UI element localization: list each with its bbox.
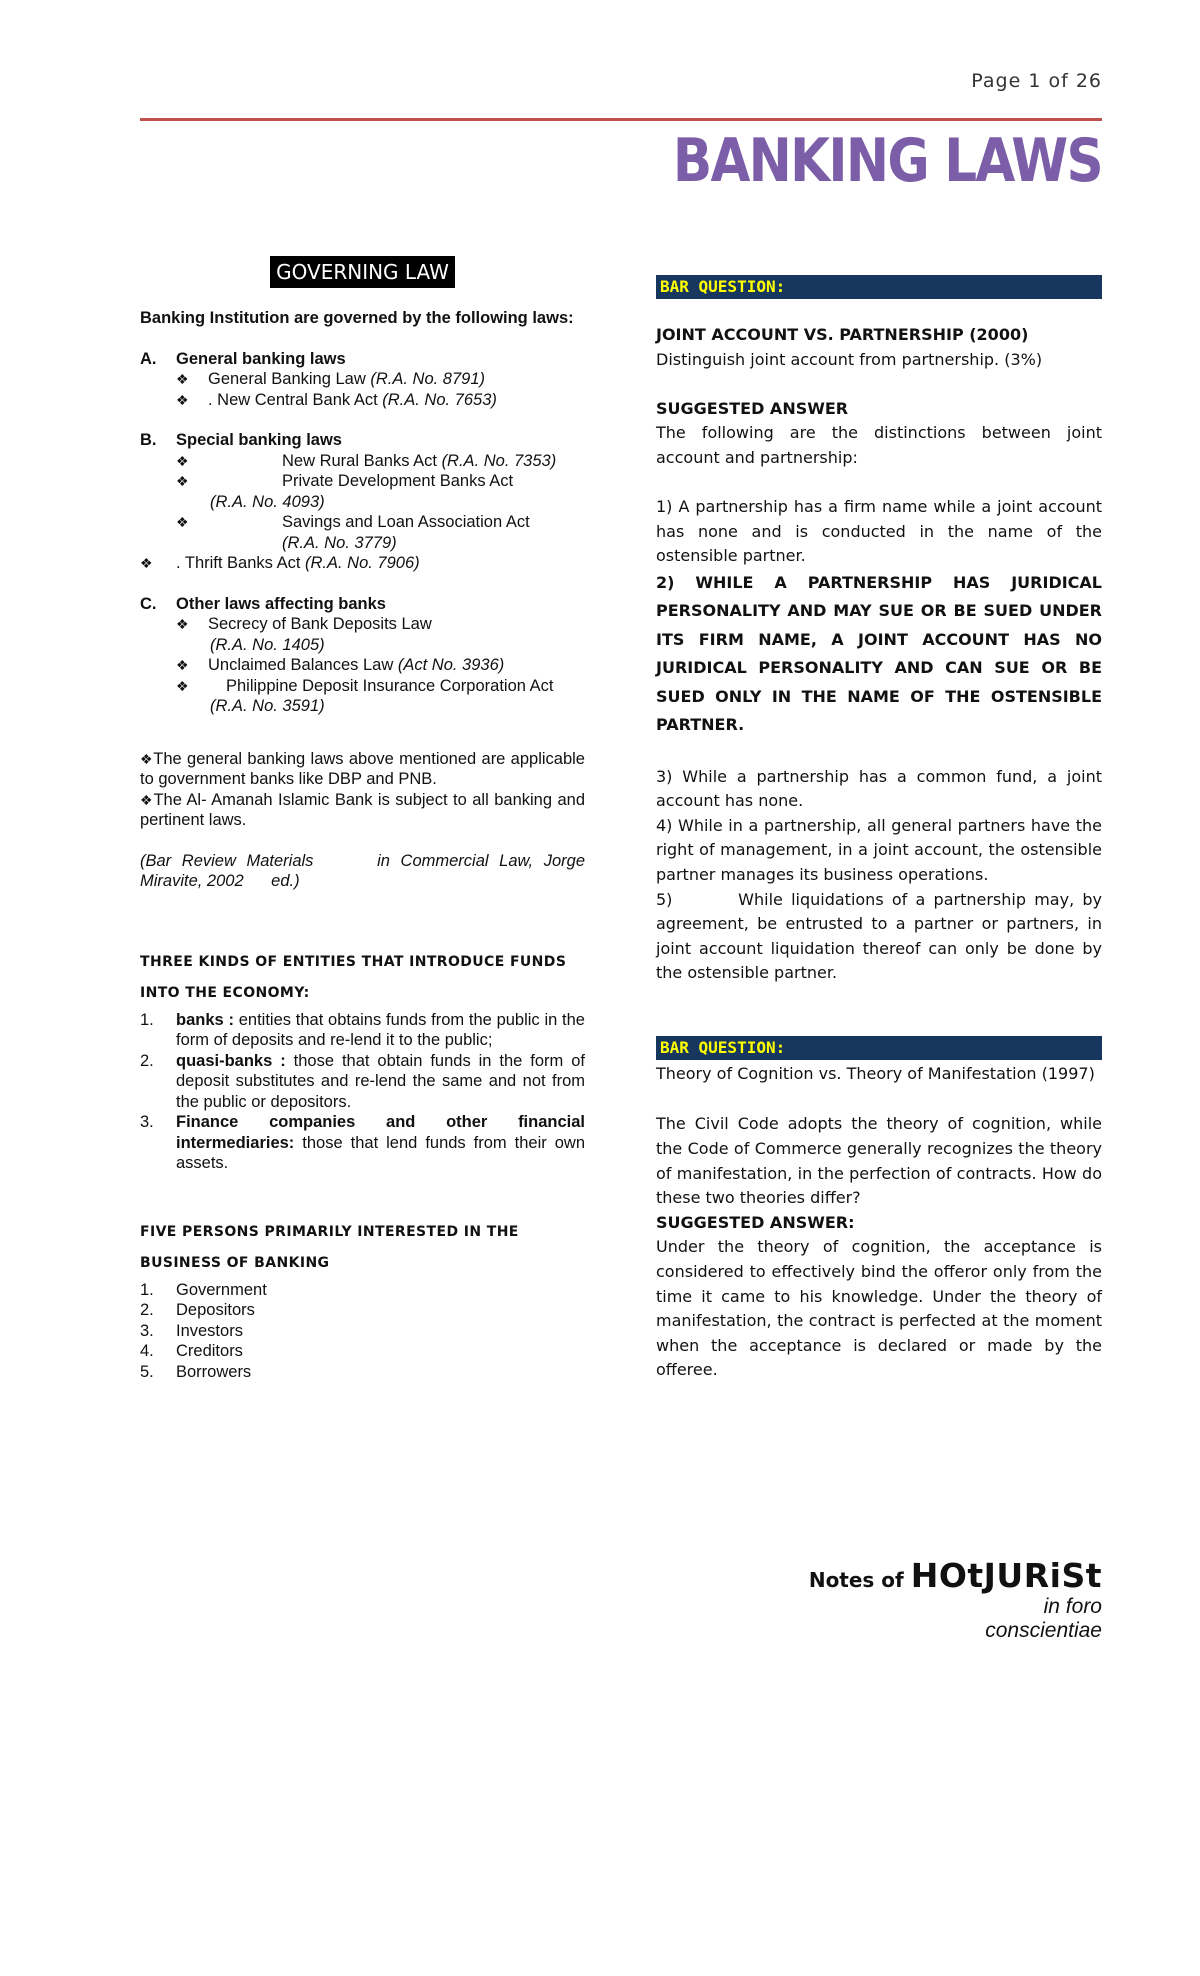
term: Finance companies and other financial intermediaries: xyxy=(176,1113,585,1152)
definition: those that obtain funds in the form of deposit substitutes and re-lend the same and not from the public or depositors. xyxy=(176,1051,585,1111)
law-name: . Thrift Banks Act xyxy=(176,554,305,572)
list-item xyxy=(140,471,585,492)
list-item: 5. Borrowers xyxy=(140,1362,252,1381)
term: banks : xyxy=(176,1010,234,1029)
section-b-heading xyxy=(140,430,585,451)
question-title: Theory of Cognition vs. Theory of Manifestation (1997) xyxy=(656,1063,1095,1083)
citation: (Bar Review Materials in Commercial Law, Jorge Miravite, 2002 ed.) xyxy=(140,851,590,890)
governing-law-heading: GOVERNING LAW xyxy=(270,256,455,288)
list-item xyxy=(140,553,585,574)
section-title: Other laws affecting banks xyxy=(176,594,386,613)
law-name: New Rural Banks Act xyxy=(282,451,442,470)
diamond-bullet-icon: ❖ xyxy=(176,452,189,469)
list-item: 3. Finance companies and other financial intermediaries: those that lend funds from their own assets. xyxy=(140,1113,585,1172)
law-ref: (R.A. No. 8791) xyxy=(370,370,485,388)
list-item: 4. Creditors xyxy=(140,1342,243,1360)
section-a-heading xyxy=(140,349,585,370)
document-title: BANKING LAWS xyxy=(672,126,1102,196)
list-item xyxy=(140,451,585,472)
definition: those that lend funds from their own assets. xyxy=(176,1133,585,1172)
five-persons-heading: FIVE PERSONS PRIMARILY INTERESTED IN THE BUSINESS OF BANKING xyxy=(140,1223,519,1271)
section-title: General banking laws xyxy=(176,349,346,368)
answer-point-emphasis: 2) WHILE A PARTNERSHIP HAS JURIDICAL PERSONALITY AND MAY SUE OR BE SUED UNDER ITS FIRM NAME, A JOINT ACCOUNT HAS NO JURIDICAL PERSONALITY AND CAN SUE OR BE SUED ONLY IN THE NAME OF THE OSTENSIBLE PARTNER. xyxy=(656,572,1102,735)
answer-point: 4) While in a partnership, all general partners have the right of management, in a joint account, the ostensible partner manages its business operations. xyxy=(656,815,1102,884)
diamond-bullet-icon: ❖ xyxy=(176,473,189,489)
list-item: 3. Investors xyxy=(140,1321,243,1340)
law-name: Unclaimed Balances Law xyxy=(208,656,398,674)
question-text: The Civil Code adopts the theory of cognition, while the Code of Commerce generally recognizes the theory of manifestation, in the perfection of contracts. How do these two theories differ? xyxy=(656,1114,1102,1208)
answer-intro: The following are the distinctions between joint account and partnership: xyxy=(656,423,1102,467)
brand-logo: Notes of HOtJURiSt xyxy=(808,1556,1102,1595)
right-column xyxy=(656,275,1108,1383)
law-name: Savings and Loan Association Act xyxy=(282,513,530,531)
motto-line: in foro xyxy=(1043,1595,1102,1618)
header-rule xyxy=(140,118,1102,121)
diamond-bullet-icon: ❖ xyxy=(176,514,189,530)
list-item xyxy=(140,369,585,390)
diamond-bullet-icon: ❖ xyxy=(176,616,189,632)
answer-point: 5) While liquidations of a partnership may, by agreement, be entrusted to a partner or partners, in joint account liquidation thereof can only be done by the ostensible partner. xyxy=(656,889,1108,983)
law-ref: (R.A. No. 4093) xyxy=(210,492,325,511)
diamond-bullet-icon: ❖ xyxy=(176,677,189,694)
law-ref: (R.A. No. 7653) xyxy=(382,390,497,409)
law-ref: (R.A. No. 7353) xyxy=(441,451,557,470)
law-name: General Banking Law xyxy=(208,370,371,388)
answer-point: 1) A partnership has a firm name while a joint account has none and is conducted in the name of the ostensible partner. xyxy=(656,497,1102,566)
note-paragraph: ❖The Al- Amanah Islamic Bank is subject to all banking and pertinent laws. xyxy=(140,790,585,829)
list-item: 2. quasi-banks : those that obtain funds in the form of deposit substitutes and re-lend the same and not from the public or depositors. xyxy=(140,1051,585,1111)
section-letter: C. xyxy=(140,594,157,613)
question-text: Distinguish joint account from partnership. (3%) xyxy=(656,349,1043,369)
note-paragraph: ❖The general banking laws above mentioned are applicable to government banks like DBP and PNB. xyxy=(140,749,585,788)
diamond-bullet-icon: ❖ xyxy=(140,555,153,571)
diamond-bullet-icon: ❖ xyxy=(176,657,189,673)
list-item xyxy=(140,390,585,411)
law-name: . New Central Bank Act xyxy=(208,390,383,409)
law-ref: (Act No. 3936) xyxy=(397,656,505,674)
answer-label: SUGGESTED ANSWER: xyxy=(656,1212,855,1232)
law-ref: (R.A. No. 3779) xyxy=(282,533,397,552)
answer-text: Under the theory of cognition, the acceptance is considered to effectively bind the offeror only from the time it came to his knowledge. Under the theory of manifestation, the contract is perfected at the moment when the acceptance is declared or made by the offeree. xyxy=(656,1237,1102,1380)
motto-line: conscientiae xyxy=(985,1619,1102,1642)
question-title: JOINT ACCOUNT VS. PARTNERSHIP (2000) xyxy=(656,325,1029,344)
law-ref: (R.A. No. 3591) xyxy=(210,697,325,715)
diamond-bullet-icon: ❖ xyxy=(140,750,154,767)
diamond-bullet-icon: ❖ xyxy=(176,391,189,408)
list-item xyxy=(140,512,585,533)
answer-point: 3) While a partnership has a common fund, a joint account has none. xyxy=(656,766,1102,811)
entities-list xyxy=(140,1010,585,1174)
section-letter: A. xyxy=(140,349,157,368)
bar-question-banner: BAR QUESTION: xyxy=(656,275,1102,299)
term: quasi-banks : xyxy=(176,1051,286,1070)
law-ref: (R.A. No. 7906) xyxy=(305,554,420,572)
law-ref: (R.A. No. 1405) xyxy=(210,635,325,654)
list-item xyxy=(140,676,585,697)
list-item xyxy=(140,614,585,635)
definition: entities that obtains funds from the public in the form of deposits and re-lend it to the public; xyxy=(176,1010,585,1049)
three-kinds-heading: THREE KINDS OF ENTITIES THAT INTRODUCE FUNDS INTO THE ECONOMY: xyxy=(140,953,567,1001)
section-c-heading xyxy=(140,594,585,615)
persons-list xyxy=(140,1280,585,1383)
list-item: 1. Government xyxy=(140,1280,267,1299)
intro-text: Banking Institution are governed by the following laws: xyxy=(140,309,574,327)
answer-label: SUGGESTED ANSWER xyxy=(656,398,849,418)
diamond-bullet-icon: ❖ xyxy=(176,371,189,387)
page-number: Page 1 of 26 xyxy=(971,70,1102,92)
law-name: Secrecy of Bank Deposits Law xyxy=(208,615,432,633)
list-item: 2. Depositors xyxy=(140,1301,255,1319)
law-name: Private Development Banks Act xyxy=(282,472,514,490)
section-letter: B. xyxy=(140,431,157,449)
list-item: 1. banks : entities that obtains funds from the public in the form of deposits and re-lend it to the public; xyxy=(140,1010,585,1049)
left-column xyxy=(140,260,590,1382)
footer-brand xyxy=(809,1556,1102,1643)
list-item xyxy=(140,655,585,676)
law-name: Philippine Deposit Insurance Corporation Act xyxy=(226,676,554,695)
section-title: Special banking laws xyxy=(176,431,342,449)
bar-question-banner: BAR QUESTION: xyxy=(656,1036,1102,1060)
diamond-bullet-icon: ❖ xyxy=(140,791,154,808)
